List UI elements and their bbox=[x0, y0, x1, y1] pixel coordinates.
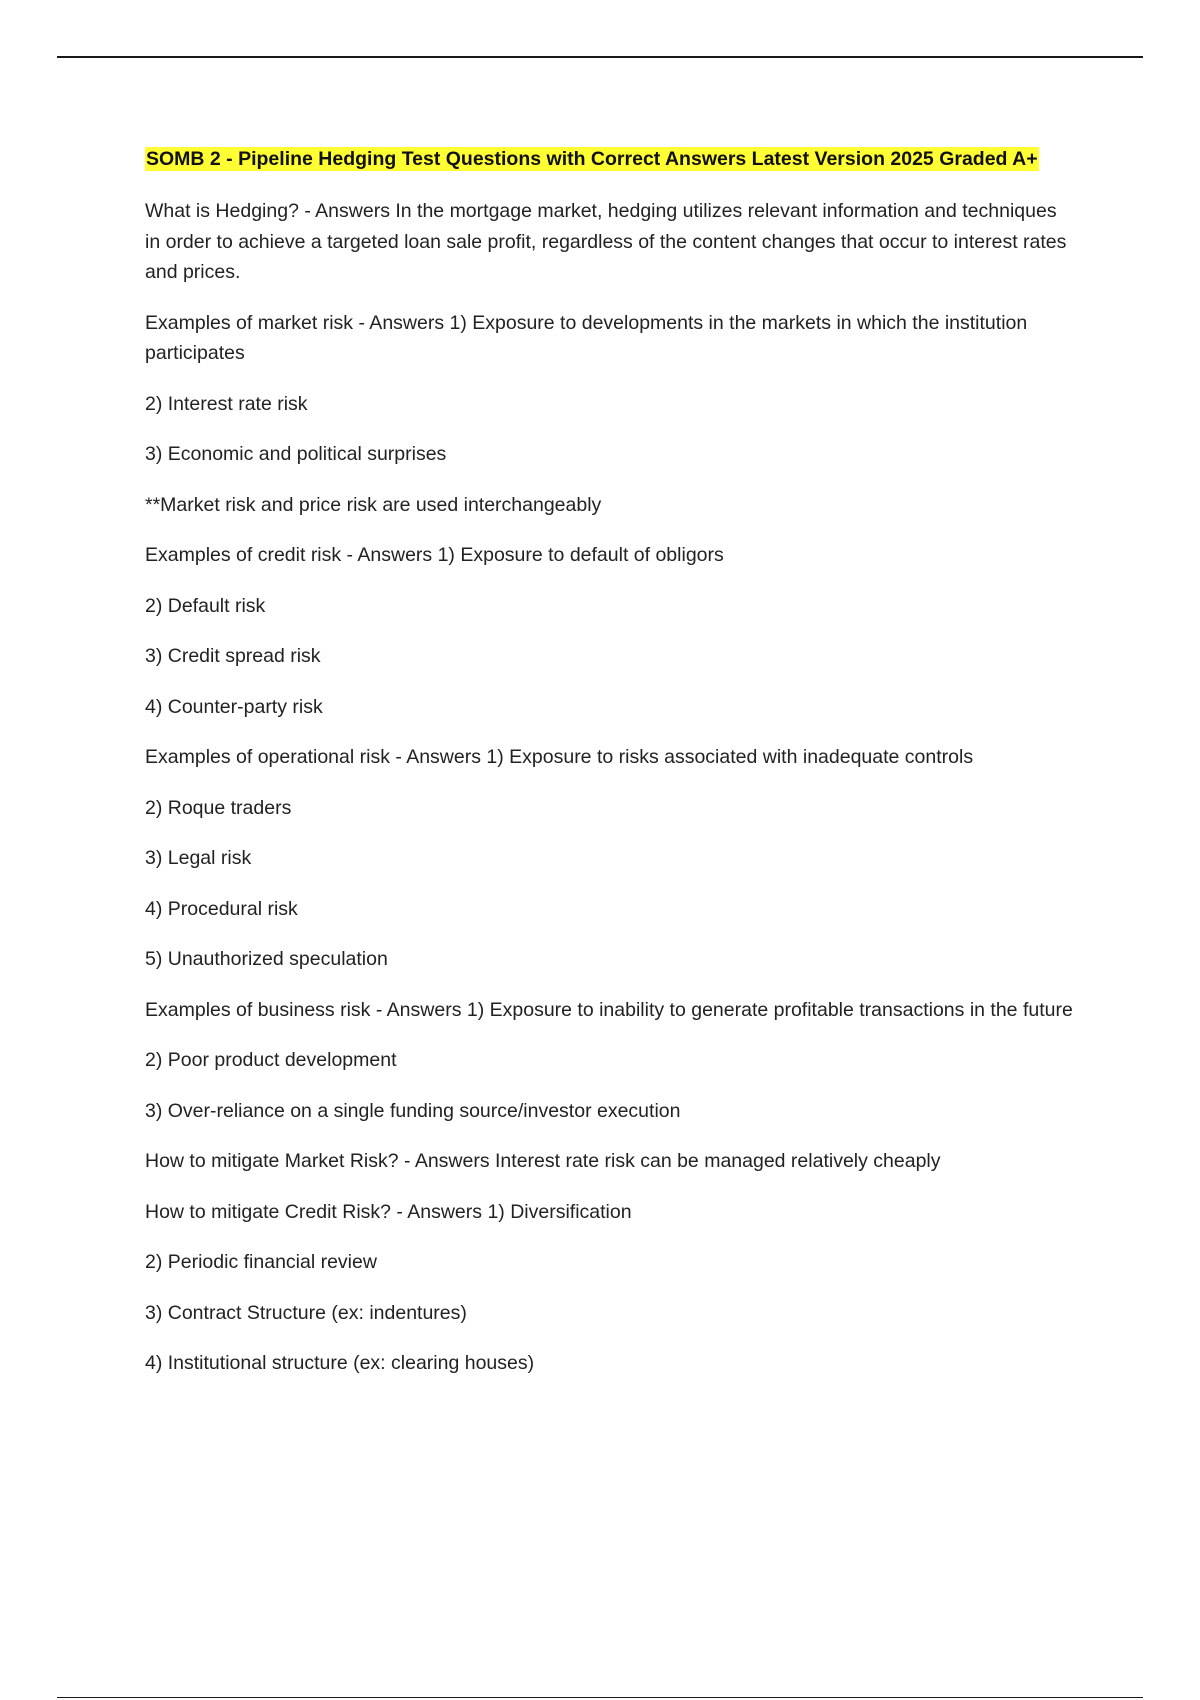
document-body bbox=[145, 144, 1075, 1399]
list-item: 2) Roque traders bbox=[145, 796, 292, 819]
list-item: 2) Default risk bbox=[145, 594, 266, 617]
list-item: 2) Interest rate risk bbox=[145, 392, 308, 415]
document-title: SOMB 2 - Pipeline Hedging Test Questions with Correct Answers Latest Version 2025 Graded A+ bbox=[146, 148, 1038, 170]
document-title-line bbox=[145, 144, 1075, 176]
answer-paragraph: Examples of market risk - Answers 1) Exposure to developments in the markets in which the institution participates bbox=[145, 311, 1028, 364]
list-item: 3) Credit spread risk bbox=[145, 645, 321, 667]
answer-paragraph: How to mitigate Credit Risk? - Answers 1) Diversification bbox=[145, 1200, 632, 1223]
list-item: 3) Over-reliance on a single funding source/investor execution bbox=[145, 1099, 681, 1122]
list-item: 2) Poor product development bbox=[145, 1049, 397, 1071]
list-item: 2) Periodic financial review bbox=[145, 1251, 377, 1273]
list-item: 4) Procedural risk bbox=[145, 897, 298, 920]
top-divider bbox=[57, 56, 1143, 58]
list-item: 3) Legal risk bbox=[145, 847, 252, 869]
answer-paragraph: How to mitigate Market Risk? - Answers Interest rate risk can be managed relatively cheaply bbox=[145, 1150, 941, 1172]
list-item: 3) Contract Structure (ex: indentures) bbox=[145, 1301, 467, 1324]
answer-paragraph: What is Hedging? - Answers In the mortgage market, hedging utilizes relevant information and techniques in order to achieve a targeted loan sale profit, regardless of the content changes that occur to interest rates and prices. bbox=[145, 200, 1067, 283]
list-item: 4) Counter-party risk bbox=[145, 695, 323, 718]
answer-paragraph: Examples of operational risk - Answers 1) Exposure to risks associated with inadequate controls bbox=[145, 746, 974, 768]
list-item: 4) Institutional structure (ex: clearing houses) bbox=[145, 1352, 535, 1374]
answer-paragraph: Examples of credit risk - Answers 1) Exposure to default of obligors bbox=[145, 544, 724, 566]
list-item: 3) Economic and political surprises bbox=[145, 443, 447, 465]
note: **Market risk and price risk are used interchangeably bbox=[145, 493, 602, 516]
bottom-divider bbox=[57, 1697, 1143, 1698]
answer-paragraph: Examples of business risk - Answers 1) Exposure to inability to generate profitable transactions in the future bbox=[145, 998, 1073, 1021]
list-item: 5) Unauthorized speculation bbox=[145, 948, 388, 970]
